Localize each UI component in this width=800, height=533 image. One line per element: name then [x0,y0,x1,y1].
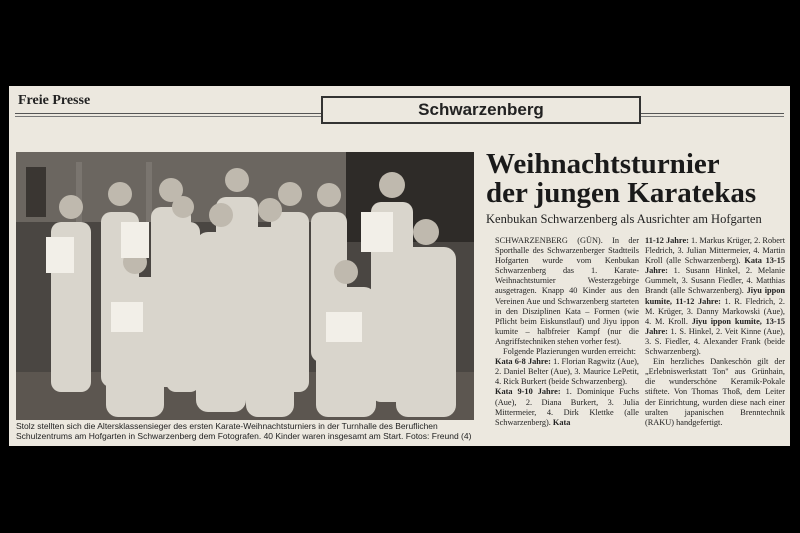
article-column-2 [645,236,785,428]
section-label: Schwarzenberg [418,100,544,119]
group-photo-karate-kids [16,152,474,420]
paragraph-thanks: Ein herzliches Dankeschön gilt der „Erlebniswerkstatt Ton" aus Grünhain, die wunderschöne Keramik-Pokale stiftete. Von Thomas Thoß, dem Leiter der Einrichtung, wurden diese nach einer uralten japanischen Brenntechnik (RAKU) handgefertigt. [645,357,785,427]
newspaper-name: Freie Presse [18,93,91,108]
results-text: 1. Markus Krüger, 2. Robert Fledrich, 3. Julian Mittermeier, 4. Martin Kroll (alle Schwarzenberg). [645,236,785,266]
paragraph-intro: SCHWARZENBERG (GÜN). In der Sporthalle des Schwarzenberger Stadtteils Hofgarten wurde vom Kenbukan Schwarzenberg das 1. Karate-Weihnachtsturnier Westerzgebirge ausgetragen. Knapp 40 Kinder aus den Vereinen Aue und Schwarzenberg starteten in den Disziplinen Kata – Formen (wie Pflicht beim Eiskunstlauf) und Jiyu ippon kumite – halbfreier Kampf (nur die Angriffstechniken stehen vorher fest). [495,236,639,346]
photo-caption: Stolz stellten sich die Altersklassensieger des ersten Karate-Weihnachtsturniers in der Turnhalle des Beruflichen Schulzentrums am Hofgarten in Schwarzenberg dem Fotografen. 40 Kinder waren insgesamt am Start. Fotos: Freund (4) [16,421,472,441]
results-label: Kata 13-15 Jahre: [645,256,785,276]
results-label: Jiyu ippon kumite, 13-15 Jahre: [645,316,785,336]
results-text: 1. Florian Ragwitz (Aue), 2. Daniel Belter (Aue), 3. Maurice LePetit, 4. Rick Burkert (beide Schwarzenberg). [495,357,639,387]
results-text: 1. R. Fledrich, 2. M. Krüger, 3. Danny Markowski (Aue), 4. M. Kroll. [645,296,786,326]
results-kata-11-12 [645,236,785,357]
results-kata-9-10 [495,387,639,427]
article-photo [16,152,474,420]
results-label: 11-12 Jahre: [645,236,689,245]
article-subheadline: Kenbukan Schwarzenberg als Ausrichter am Hofgarten [486,212,762,226]
results-text: 1. S. Hinkel, 2. Veit Kinne (Aue), 3. S. Fiedler, 4. Alexander Frank (beide Schwarzenberg). [645,326,786,357]
article-headline [486,150,786,208]
paragraph-placings: Folgende Plazierungen wurden erreicht: [503,347,636,357]
results-text: 1. Susann Hinkel, 2. Melanie Gummelt, 3. Susann Fiedler, 4. Matthias Brandt (alle Schwarzenberg). [645,266,785,296]
results-label: Jiyu ippon kumite, 11-12 Jahre: [645,286,786,306]
results-label: Kata 6-8 Jahre: [495,357,551,367]
article-column-1 [495,236,639,428]
results-kata-6-8 [495,357,639,387]
section-header [321,96,641,124]
results-text: 1. Dominique Fuchs (Aue), 2. Diana Burkert, 3. Julia Mittermeier, 4. Dirk Klettke (alle Schwarzenberg). [495,387,639,427]
results-label: Kata 9-10 Jahre: [495,387,561,397]
headline-line-2: der jungen Karatekas [486,177,757,209]
results-label: Kata [552,417,571,427]
headline-line-1: Weihnachtsturnier [486,148,720,180]
newspaper-clipping [9,86,790,446]
